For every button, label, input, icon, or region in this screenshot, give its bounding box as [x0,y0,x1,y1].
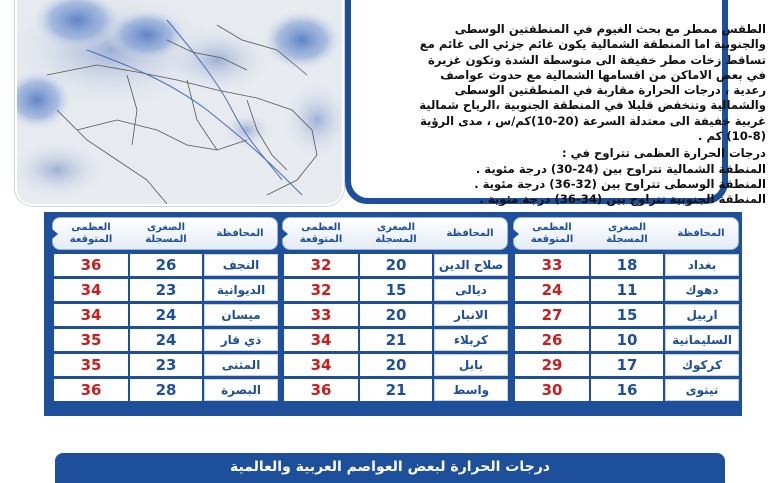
min-temp: 20 [360,254,432,276]
min-temp: 18 [591,254,663,276]
table-row [513,304,739,326]
header-max: العظمى المتوقعة [299,221,343,245]
max-temp: 27 [515,304,589,326]
table-row [513,379,739,401]
header-min: الصغرى المسجلة [606,221,648,245]
forecast-lead: الطقس ممطر مع بحث الغيوم في المنطقتين الوسطى والجنوبية اما المنطقة الشمالية يكون غائم جزئي الى غائم مع تساقط زخات مطر خفيفة الى متوسطة الشدة وتكون غزيرة في بعض الاماكن من اقسامها الشمالية مع حدوث عواصف رعدية ، درجات الحرارة مقاربة في المنطقتين الوسطى والشمالية وتنخفض قليلا في المنطقة الجنوبية ،الرياح شمالية غربية خفيفة الى معتدلة السرعة (20-10)كم/س ، مدى الرؤية (8-10) كم . [419,22,766,144]
triangle-marker-icon [513,229,519,239]
satellite-map-iraq-icon [17,0,342,204]
min-temp: 20 [360,354,432,376]
table-row [282,254,508,276]
max-temp: 32 [284,279,358,301]
max-temp: 26 [515,329,589,351]
min-temp: 26 [130,254,202,276]
max-temp: 36 [284,379,358,401]
governorate-name: البصرة [204,379,278,401]
region-central: المنطقة الوسطى تتراوح بين (32-36) درجة مئوية . [474,176,766,191]
governorate-name: بغداد [665,254,739,276]
max-temp: 30 [515,379,589,401]
region-north: المنطقة الشمالية تتراوح بين (24-30) درجة مئوية . [475,161,766,176]
world-capitals-title: درجات الحرارة لبعض العواصم العربية والعالمية [230,459,550,475]
governorate-name: ديالى [434,279,508,301]
table-row [282,329,508,351]
world-capitals-bar [55,453,725,483]
triangle-marker-icon [52,229,58,239]
governorate-name: اربيل [665,304,739,326]
max-temp: 35 [54,354,128,376]
table-row [52,254,278,276]
table-row [52,279,278,301]
min-temp: 24 [130,304,202,326]
table-row [52,379,278,401]
governorate-name: كربلاء [434,329,508,351]
table-row [52,354,278,376]
min-temp: 15 [591,304,663,326]
table-row [513,254,739,276]
governorate-name: النجف [204,254,278,276]
temperature-table-2 [282,217,508,404]
min-temp: 21 [360,329,432,351]
min-temp: 21 [360,379,432,401]
table-row [282,379,508,401]
min-temp: 16 [591,379,663,401]
header-min: الصغرى المسجلة [145,221,187,245]
table-row [513,279,739,301]
max-temp: 29 [515,354,589,376]
forecast-text [411,22,766,208]
min-temp: 23 [130,279,202,301]
governorate-name: ذي قار [204,329,278,351]
max-temp: 34 [54,279,128,301]
header-governorate: المحافظة [216,227,264,239]
max-temp: 34 [54,304,128,326]
min-temp: 15 [360,279,432,301]
table-row [282,279,508,301]
table-header [513,217,739,250]
header-max: العظمى المتوقعة [530,221,574,245]
max-temp: 34 [284,329,358,351]
max-temp: 36 [54,254,128,276]
governorate-name: بابل [434,354,508,376]
table-row [513,354,739,376]
min-temp: 11 [591,279,663,301]
table-row [513,329,739,351]
governorate-name: الانبار [434,304,508,326]
max-temp: 33 [515,254,589,276]
max-temp: 36 [54,379,128,401]
governorate-name: المثنى [204,354,278,376]
temperature-table-3 [52,217,278,404]
header-governorate: المحافظة [446,227,494,239]
table-row [52,329,278,351]
governorate-name: السليمانية [665,329,739,351]
max-temp: 24 [515,279,589,301]
region-south: المنطقة الجنوبية تتراوح بين (34-36) درجة مئوية . [479,192,766,207]
min-temp: 20 [360,304,432,326]
temperature-heading: درجات الحرارة العظمى تتراوح في : [561,146,766,161]
min-temp: 17 [591,354,663,376]
governorate-name: صلاح الدين [434,254,508,276]
header-governorate: المحافظة [677,227,725,239]
governorate-name: كركوك [665,354,739,376]
header-max: العظمى المتوقعة [69,221,113,245]
min-temp: 10 [591,329,663,351]
header-min: الصغرى المسجلة [375,221,417,245]
table-row [282,354,508,376]
governorate-name: نينوى [665,379,739,401]
governorate-name: دهوك [665,279,739,301]
max-temp: 34 [284,354,358,376]
temperature-table-1 [513,217,739,404]
min-temp: 23 [130,354,202,376]
table-row [52,304,278,326]
max-temp: 33 [284,304,358,326]
min-temp: 28 [130,379,202,401]
governorate-name: ميسان [204,304,278,326]
min-temp: 24 [130,329,202,351]
governorate-name: الديوانية [204,279,278,301]
triangle-marker-icon [282,229,288,239]
max-temp: 35 [54,329,128,351]
table-row [282,304,508,326]
satellite-map [15,0,344,206]
max-temp: 32 [284,254,358,276]
governorate-name: واسط [434,379,508,401]
table-header [52,217,278,250]
table-header [282,217,508,250]
